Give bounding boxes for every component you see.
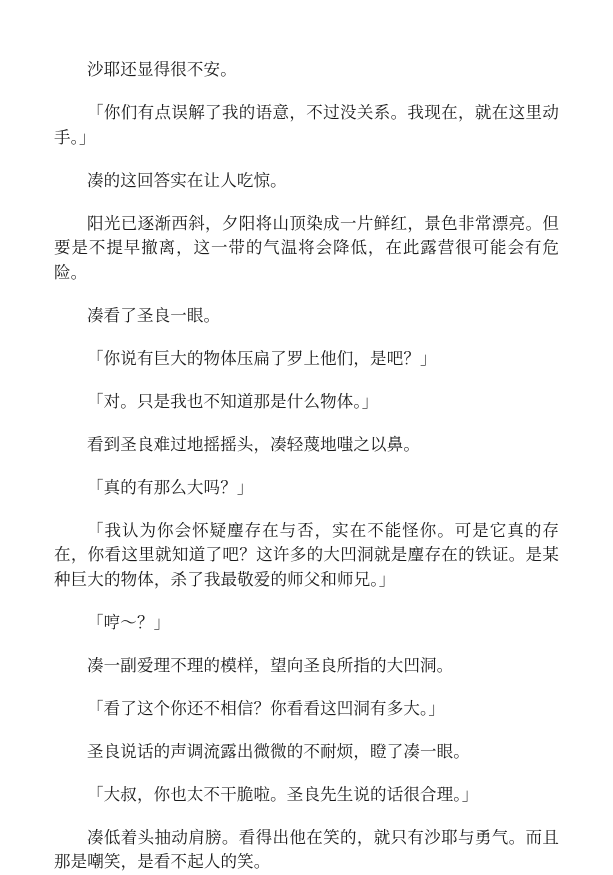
paragraph: 「真的有那么大吗？」 (87, 477, 254, 497)
paragraph: 「我认为你会怀疑麈存在与否，实在不能怪你。可是它真的存在，你看这里就知道了吧？这许多的大凹洞就是麈存在的铁证。是某种巨大的物体，杀了我最敬爱的师父和师兄。」 (54, 520, 559, 589)
paragraph: 「对。只是我也不知道那是什么物体。」 (87, 391, 379, 411)
paragraph: 阳光已逐渐西斜，夕阳将山顶染成一片鲜红，景色非常漂亮。但要是不提早撤离，这一带的气温将会降低，在此露营很可能会有危险。 (54, 213, 559, 282)
paragraph: 「你说有巨大的物体压扁了罗上他们，是吧？」 (87, 348, 437, 368)
paragraph: 凑一副爱理不理的模样，望向圣良所指的大凹洞。 (87, 655, 454, 675)
paragraph: 看到圣良难过地摇摇头，凑轻蔑地嗤之以鼻。 (87, 434, 420, 454)
paragraph: 凑看了圣良一眼。 (87, 305, 221, 325)
paragraph: 「哼～？」 (87, 612, 171, 632)
paragraph: 圣良说话的声调流露出微微的不耐烦，瞪了凑一眼。 (87, 741, 470, 761)
paragraph: 「大叔，你也太不干脆啦。圣良先生说的话很合理。」 (87, 784, 479, 804)
paragraph: 「你们有点误解了我的语意，不过没关系。我现在，就在这里动手。」 (54, 103, 559, 147)
paragraph: 凑的这回答实在让人吃惊。 (87, 170, 287, 190)
paragraph: 沙耶还显得很不安。 (87, 60, 237, 79)
paragraph: 凑低着头抽动肩膀。看得出他在笑的，就只有沙耶与勇气。而且那是嘲笑，是看不起人的笑。 (54, 827, 559, 871)
paragraph: 「看了这个你还不相信？你看看这凹洞有多大。」 (87, 698, 446, 718)
